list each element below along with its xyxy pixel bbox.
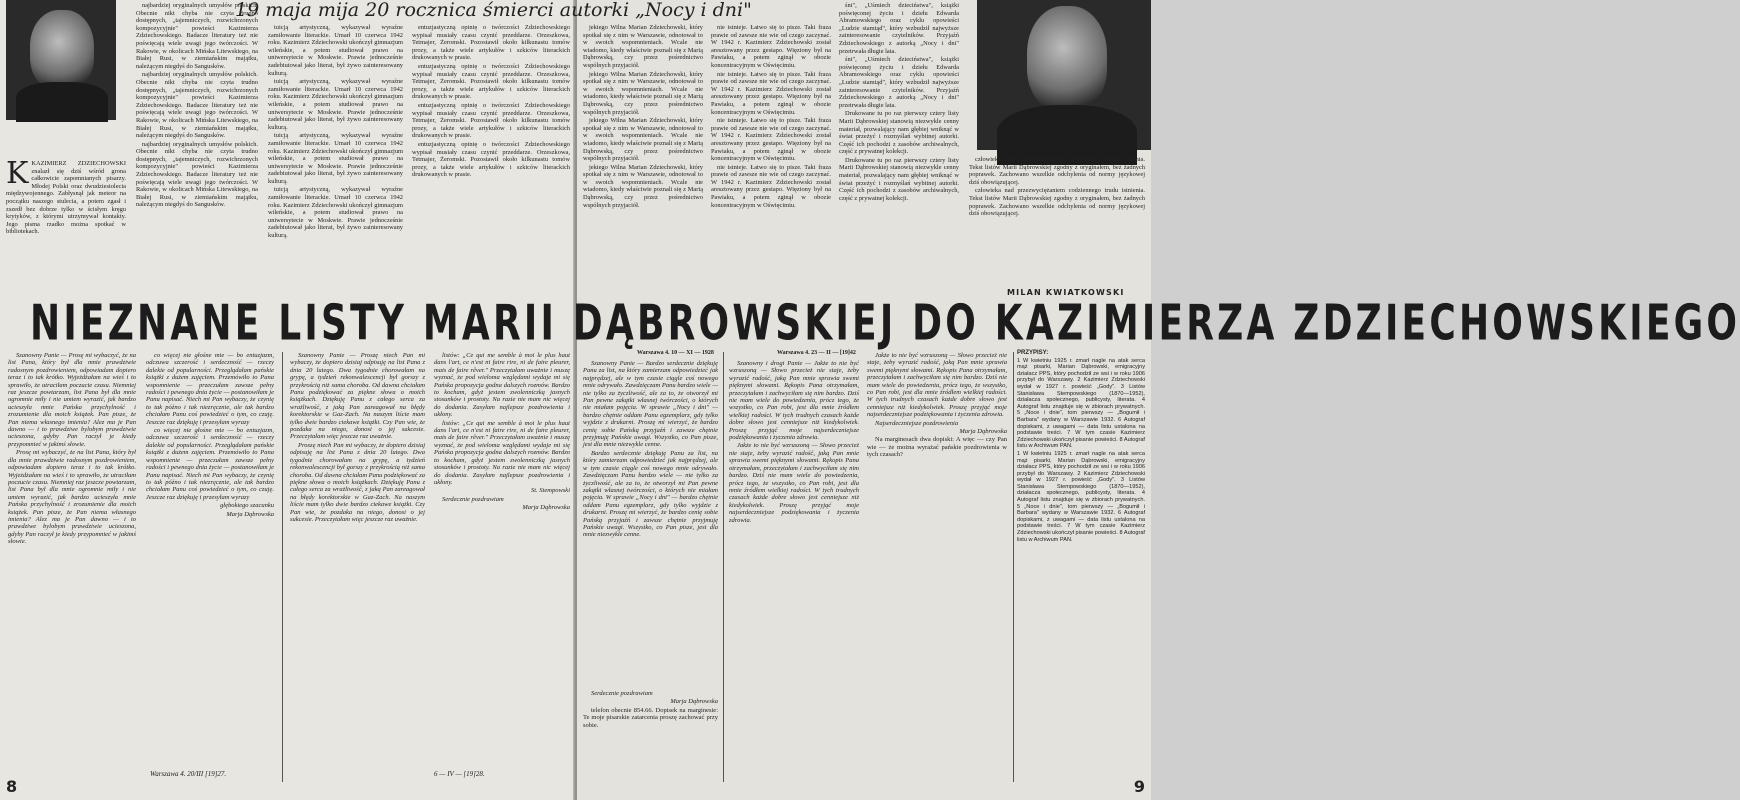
letter-3-signature: Marja Dąbrowska [670, 698, 718, 706]
intro-column-6: nie istnieje. Łatwo się to pisze. Taki fraza prawie od zawsze nie wie od czego zaczynać. W 1942 r. Kazimierz Zdziechowski został aresztowany przez gestapo. Więziony był na Pawiaku, a potem zginął w obozie koncentracyjnym w Oświęcimiu. nie istnieje. Łatwo się to pisze. Taki fraza prawie od zawsze nie wie od czego zaczynać. W 1942 r. Kazimierz Zdziechowski został aresztowany przez gestapo. Więziony był na Pawiaku, a potem zginął w obozie koncentracyjnym w Oświęcimiu. nie istnieje. Łatwo się to pisze. Taki fraza prawie od zawsze nie wie od czego zaczynać. W 1942 r. Kazimierz Zdziechowski został aresztowany przez gestapo. Więziony był na Pawiaku, a potem zginął w obozie koncentracyjnym w Oświęcimiu. nie istnieje. Łatwo się to pisze. Taki fraza prawie od zawsze nie wie od czego zaczynać. W 1942 r. Kazimierz Zdziechowski został aresztowany przez gestapo. Więziony był na Pawiaku, a potem zginął w obozie koncentracyjnym w Oświęcimiu. [711, 24, 831, 209]
intro-column-1: KKAZIMIERZ ZDZIECHOWSKI znalazł się dziś wśród grona całkowicie zapomnianych pisarzy. Młodej Polski oraz dwudziestolecia międzywojennego. Zabłysnął jak meteor na początku naszego stulecia, a potem zgasł i zszedł bez dobrze tylko w ścisłym kręgu krytyków, z którymi utrzymywał kontakty. Jego pisma rzadko można spotkać w bibliotekach. [6, 156, 126, 236]
intro-column-2: najbardziej oryginalnych umysłów polskich. Obecnie nikt chyba nie czyta trudno dostępnych, „tajemniczych, rozwichrzonych kompozycyjnie" powieści Kazimierza Zdziechowskiego. Badacze literatury też nie poświęcają wiele uwagi jego twórczości. W Rakowie, w okolicach Mińska Litewskiego, na Białej Rusi, w ziemiańskim majątku, należącym niegdyś do Sangusków. najbardziej oryginalnych umysłów polskich. Obecnie nikt chyba nie czyta trudno dostępnych, „tajemniczych, rozwichrzonych kompozycyjnie" powieści Kazimierza Zdziechowskiego. Badacze literatury też nie poświęcają wiele uwagi jego twórczości. W Rakowie, w okolicach Mińska Litewskiego, na Białej Rusi, w ziemiańskim majątku, należącym niegdyś do Sangusków. najbardziej oryginalnych umysłów polskich. Obecnie nikt chyba nie czyta trudno dostępnych, „tajemniczych, rozwichrzonych kompozycyjnie" powieści Kazimierza Zdziechowskiego. Badacze literatury też nie poświęcają wiele uwagi jego twórczości. W Rakowie, w okolicach Mińska Litewskiego, na Białej Rusi, w ziemiańskim majątku, należącym niegdyś do Sangusków. [136, 2, 258, 209]
footnotes: PRZYPISY: 1 W kwietniu 1925 r. zmarł nagle na atak serca mąż pisarki, Marian Dąbrowski, emigracyjny działacz PPS, który pochodził ze wsi i w roku 1906 przybył do Warszawy. 2 Kazimierz Zdziechowski wydał w 1927 r. powieść „Gody". 3 Listów Stanisława Stempowskiego (1870—1952), działacza społecznego, publicysty, literata. 4 Autograf listu znajduje się w zbiorach prywatnych. 5 „Noce i dnie", tom pierwszy — „Bogumił i Barbara" wydany w Warszawie 1932. 6 Autograf dopiskami, z uwagami — data listu ustalona na podstawie treści. 7 W tym czasie Kazimierz Zdziechowski ukończył pisanie powieści. 8 Autograf listu w Archiwum PAN. 1 W kwietniu 1925 r. zmarł nagle na atak serca mąż pisarki, Marian Dąbrowski, emigracyjny działacz PPS, który pochodził ze wsi i w roku 1906 przybył do Warszawy. 2 Kazimierz Zdziechowski wydał w 1927 r. powieść „Gody". 3 Listów Stanisława Stempowskiego (1870—1952), działacza społecznego, publicysty, literata. 4 Autograf listu znajduje się w zbiorach prywatnych. 5 „Noce i dnie", tom pierwszy — „Bogumił i Barbara" wydany w Warszawie 1932. 6 Autograf dopiskami, z uwagami — data listu ustalona na podstawie treści. 7 W tym czasie Kazimierz Zdziechowski ukończył pisanie powieści. 8 Autograf listu w Archiwum PAN. [1017, 350, 1145, 543]
article-headline: NIEZNANE LISTY MARII DĄBROWSKIEJ DO KAZIMIERZA ZDZIECHOWSKIEGO [30, 296, 1740, 352]
column-rule [282, 352, 283, 782]
column-rule [1013, 352, 1014, 782]
intro-column-3: tuicją artystyczną, wykazywał wyraźne zamiłowanie literackie. Umarł 10 czerwca 1942 roku. Kazimierz Zdziechowski ukończył gimnazjum wileńskie, a potem studiował prawo na uniwersytecie w Moskwie. Prawie jednocześnie zadebiutował jako literat, był żywo zainteresowany kulturą. tuicją artystyczną, wykazywał wyraźne zamiłowanie literackie. Umarł 10 czerwca 1942 roku. Kazimierz Zdziechowski ukończył gimnazjum wileńskie, a potem studiował prawo na uniwersytecie w Moskwie. Prawie jednocześnie zadebiutował jako literat, był żywo zainteresowany kulturą. tuicją artystyczną, wykazywał wyraźne zamiłowanie literackie. Umarł 10 czerwca 1942 roku. Kazimierz Zdziechowski ukończył gimnazjum wileńskie, a potem studiował prawo na uniwersytecie w Moskwie. Prawie jednocześnie zadebiutował jako literat, był żywo zainteresowany kulturą. tuicją artystyczną, wykazywał wyraźne zamiłowanie literackie. Umarł 10 czerwca 1942 roku. Kazimierz Zdziechowski ukończył gimnazjum wileńskie, a potem studiował prawo na uniwersytecie w Moskwie. Prawie jednocześnie zadebiutował jako literat, był żywo zainteresowany kulturą. [268, 24, 403, 240]
letter-2-date: 6 — IV — [19]28. [434, 770, 485, 778]
article-author: MILAN KWIATKOWSKI [1007, 288, 1125, 297]
letter-2-column-a: Szanowny Panie — Proszę niech Pan mi wybaczy, że dopiero dzisiaj odpisuję na list Pana z dnia 20 lutego. Dwa tygodnie chorowałam na grypę, a tydzień rekonwalescencji był gorszy z przykrością niż sama choroba. Od dawna chciałam Panu podziękować za piękne słowa o moich książkach. Dziękuję Panu z całego serca za wrażliwość, z jaką Pan zareagował na błędy korektorskie w Gaz-Zach. Na naszym liście mam tylko dwie bardzo ciekawe książki. Czy Pan wie, że pozdaka na niego, donosi o jej sukcesie. Przeczytałam więc jeszcze raz uważnie. Proszę niech Pan mi wybaczy, że dopiero dzisiaj odpisuję na list Pana z dnia 20 lutego. Dwa tygodnie chorowałam na grypę, a tydzień rekonwalescencji był gorszy z przykrością niż sama choroba. Od dawna chciałam Panu podziękować za piękne słowa o moich książkach. Dziękuję Panu z całego serca za wrażliwość, z jaką Pan zareagował na błędy korektorskie w Gaz-Zach. Na naszym liście mam tylko dwie bardzo ciekawe książki. Czy Pan wie, że pozdaka na niego, donosi o jej sukcesie. Przeczytałam więc jeszcze raz uważnie. [290, 352, 426, 523]
letter-2-column-b: listów: „Ce qui me semble à moi le plus haut dans l'art, ce n'est ni faire rire, ni de faire pleurer, mais de faire rêver." Przeczytałam uważnie i muszę wyznać, że pod wieloma względami wydaje mi się Pańska propozycja godna dalszych rozmów. Bardzo to kocham, gdyż jestem zwolenniczką jasnych stosunków i prostoty. Na razie nie mam nic więcej do dodania. Zasyłam najlepsze pozdrowienia i ukłony. listów: „Ce qui me semble à moi le plus haut dans l'art, ce n'est ni faire rire, ni de faire pleurer, mais de faire rêver." Przeczytałam uważnie i muszę wyznać, że pod wieloma względami wydaje mi się Pańska propozycja godna dalszych rozmów. Bardzo to kocham, gdyż jestem zwolenniczką jasnych stosunków i prostoty. Na razie nie mam nic więcej do dodania. Zasyłam najlepsze pozdrowienia i ukłony. St. Stempowski Serdecznie pozdrawiam Marja Dąbrowska [434, 352, 570, 512]
letter-1-date: Warszawa 4. 20/III [19]27. [150, 770, 227, 778]
letter-4-column-a: Szanowny i drogi Panie — Jakże to nie być wzruszoną — Słowo przecież nie staje, żeby wyrazić radość, jaką Pan mnie sprawia swemi pięknymi słowami. Rękopis Pana otrzymałam, przeczytałam i zachwyciłam się nim bardzo. Dziś nie mam wiele do powiedzenia, prócz tego, że wszystko, co Pan robi, jest dla mnie źródłem wielkiej radości. W tych trudnych czasach każde dobre słowo jest cenniejsze niż kiedykolwiek. Proszę przyjąć moje najserdeczniejsze podziękowania i życzenia zdrowia. Jakże to nie być wzruszoną — Słowo przecież nie staje, żeby wyrazić radość, jaką Pan mnie sprawia swemi pięknymi słowami. Rękopis Pana otrzymałam, przeczytałam i zachwyciłam się nim bardzo. Dziś nie mam wiele do powiedzenia, prócz tego, że wszystko, co Pan robi, jest dla mnie źródłem wielkiej radości. W tych trudnych czasach każde dobre słowo jest cenniejsze niż kiedykolwiek. Proszę przyjąć moje najserdeczniejsze podziękowania i życzenia zdrowia. [729, 360, 860, 524]
letter-2-extra-signature: St. Stempowski [531, 487, 570, 495]
drop-cap-letter: K [6, 156, 29, 191]
letter-4-dateline: Warszawa 4. 23 — II — [19]42 [777, 350, 856, 356]
letter-3-closing: Serdecznie pozdrawiam [591, 690, 653, 697]
letter-1-closing: głębokiego szacunku [220, 502, 274, 510]
intro-column-4: entuzjastyczną opinię o twórczości Zdziechowskiego wypisał musiały czasu czynić przeddarze. Orzeszkowa, Tetmajer, Żeromski. Pozostawił około kilkunastu tomów prozy, a także wiele artykułów i szkiców literackich drukowanych w prasie. entuzjastyczną opinię o twórczości Zdziechowskiego wypisał musiały czasu czynić przeddarze. Orzeszkowa, Tetmajer, Żeromski. Pozostawił około kilkunastu tomów prozy, a także wiele artykułów i szkiców literackich drukowanych w prasie. entuzjastyczną opinię o twórczości Zdziechowskiego wypisał musiały czasu czynić przeddarze. Orzeszkowa, Tetmajer, Żeromski. Pozostawił około kilkunastu tomów prozy, a także wiele artykułów i szkiców literackich drukowanych w prasie. entuzjastyczną opinię o twórczości Zdziechowskiego wypisał musiały czasu czynić przeddarze. Orzeszkowa, Tetmajer, Żeromski. Pozostawił około kilkunastu tomów prozy, a także wiele artykułów i szkiców literackich drukowanych w prasie. [412, 24, 570, 179]
column-rule [723, 352, 724, 782]
letter-4-closing: Najserdeczniejsze pozdrowienia [875, 419, 959, 427]
letter-3-postscript: telefon obecnie 854.66. Dopisek na marginesie: Te moje pisarskie zatarcenia proszę zachować przy sobie. [583, 706, 718, 729]
letter-2-signature: Marja Dąbrowska [522, 504, 570, 512]
portrait-photo-dabrowska [977, 0, 1151, 150]
letter-4-postscript: Na marginesach dwa dopiski: A więc — czy Pan wie — że można wyrażać pańskie pozdrowienia w tych czasach? [867, 436, 1007, 459]
intro-column-7: śni", „Uśmiech dzieciństwa", książki poświęconej życiu i dziełu Edwarda Abramowskiego oraz cyklu opowieści „Ludzie stamtąd", który wzbudził najwyższe zainteresowanie czytelników. Przyjaźń Zdziechowskiego z autorką „Nocy i dni" przetrwała długie lata. śni", „Uśmiech dzieciństwa", książki poświęconej życiu i dziełu Edwarda Abramowskiego oraz cyklu opowieści „Ludzie stamtąd", który wzbudził najwyższe zainteresowanie czytelników. Przyjaźń Zdziechowskiego z autorką „Nocy i dni" przetrwała długie lata. Drukowane tu po raz pierwszy cztery listy Marii Dąbrowskiej stanowią niezwykle cenny materiał, pozwalający nam głębiej wniknąć w świat przeżyć i rozmyślań wybitnej autorki. Część ich pochodzi z zasobów archiwalnych, część z prywatnej kolekcji. Drukowane tu po raz pierwszy cztery listy Marii Dąbrowskiej stanowią niezwykle cenny materiał, pozwalający nam głębiej wniknąć w świat przeżyć i rozmyślań wybitnej autorki. Część ich pochodzi z zasobów archiwalnych, część z prywatnej kolekcji. [839, 2, 959, 202]
page-number-left: 8 [6, 777, 18, 796]
letter-1-column-a: Szanowny Panie — Prosę mi wybaczyć, że na list Pana, który był dla mnie prawdziwie radosnym pozdrowieniem, odpowiadam dopiero teraz i to tak krótko. Wyjeżdżałam na wieś i to sprawiło, że utraciłam poczucie czasu. Niemniej raz jeszcze powtarzam, list Pana był dla mnie ogromnie miły i nie umiem wyrazić, jak bardzo ucieszyła mnie Pańska przychylność i zrozumienie dla moich książek. Pan pisze, że Pan niema własnego imienia? Alez ma je Pan dawno — i to prawdziwe bylobym prawdziwie ucieszona, gdyby Pan raczył je kiedy przypomnieć w jakimś słowie. Prosę mi wybaczyć, że na list Pana, który był dla mnie prawdziwie radosnym pozdrowieniem, odpowiadam dopiero teraz i to tak krótko. Wyjeżdżałam na wieś i to sprawiło, że utraciłam poczucie czasu. Niemniej raz jeszcze powtarzam, list Pana był dla mnie ogromnie miły i nie umiem wyrazić, jak bardzo ucieszyła mnie Pańska przychylność i zrozumienie dla moich książek. Pan pisze, że Pan niema własnego imienia? Alez ma je Pan dawno — i to prawdziwe bylobym prawdziwie ucieszona, gdyby Pan raczył je kiedy przypomnieć w jakimś słowie. [8, 352, 137, 546]
letter-2-closing: Serdecznie pozdrawiam [442, 495, 504, 503]
letter-3-column-a: Szanowny Panie — Bardzo serdecznie dziękuję Panu za list, na który zamierzam odpowiedzieć jak najprędzej, ale w tym czasie ciągle coś nowego mnie odrywało. Zawdzięczam Panu bardzo wiele — nie tylko za życzliwość, ale za to, że otworzył mi Pan pewne zakątki własnej twórczości, o których nie miałam pojęcia. W sprawie „Nocy i dni" — bardzo chętnie oddam Panu egzemplarz, gdy tylko wyjdzie z drukarni. Proszę mi wierzyć, że bardzo cenię sobie Pańską przyjaźń i zawsze chętnie przyjmuję Pańskie uwagi. Wszystko, co Pan pisze, jest dla mnie niezwykle cenne. Bardzo serdecznie dziękuję Panu za list, na który zamierzam odpowiedzieć jak najprędzej, ale w tym czasie ciągle coś nowego mnie odrywało. Zawdzięczam Panu bardzo wiele — nie tylko za życzliwość, ale za to, że otworzył mi Pan pewne zakątki własnej twórczości, o których nie miałam pojęcia. W sprawie „Nocy i dni" — bardzo chętnie oddam Panu egzemplarz, gdy tylko wyjdzie z drukarni. Proszę mi wierzyć, że bardzo cenię sobie Pańską przyjaźń i zawsze chętnie przyjmuję Pańskie uwagi. Wszystko, co Pan pisze, jest dla mnie niezwykle cenne. [583, 360, 718, 539]
footnotes-title: PRZYPISY: [1017, 350, 1049, 356]
portrait-photo-zdziechowski [6, 0, 116, 120]
letter-1-column-b: co więcej nie głośne mie — bo entuzjazm, odczuwa szczerość i serdeczność — rzeczy dalekie od popularności. Przeglądałam pańskie książki z dużem zajęciem. Przemówiło to Pana wspomnienie — przeczułam zawsze pełny radości i pewnego dnia życie — postanowiłam je Panu napisać. Niech mi Pan wybaczy, że czynię to tak późno i tak niezręcznie, ale tak bardzo chciałam Panu coś powiedzieć o tym, co czuję. Jeszcze raz dziękuję i przesyłam wyrazy co więcej nie głośne mie — bo entuzjazm, odczuwa szczerość i serdeczność — rzeczy dalekie od popularności. Przeglądałam pańskie książki z dużem zajęciem. Przemówiło to Pana wspomnienie — przeczułam zawsze pełny radości i pewnego dnia życie — postanowiłam je Panu napisać. Niech mi Pan wybaczy, że czynię to tak późno i tak niezręcznie, ale tak bardzo chciałam Panu coś powiedzieć o tym, co czuję. Jeszcze raz dziękuję i przesyłam wyrazy głębokiego szacunku Marja Dąbrowska [146, 352, 274, 518]
letter-3-dateline: Warszawa 4. 10 — XI — 1928 [637, 350, 714, 356]
page-number-right: 9 [1133, 777, 1145, 796]
letter-1-signature: Marja Dąbrowska [226, 510, 274, 518]
letter-3-closing-block [583, 690, 718, 790]
left-page [0, 0, 575, 800]
letter-4-signature: Marja Dąbrowska [959, 428, 1007, 436]
running-title: 19 maja mija 20 rocznica śmierci autorki „Nocy i dni" [235, 0, 752, 21]
letter-4-column-b: Jakże to nie być wzruszoną — Słowo przecież nie staje, żeby wyrazić radość, jaką Pan mnie sprawia swemi pięknymi słowami. Rękopis Pana otrzymałam, przeczytałam i zachwyciłam się nim bardzo. Dziś nie mam wiele do powiedzenia, prócz tego, że wszystko, co Pan robi, jest dla mnie źródłem wielkiej radości. W tych trudnych czasach każde dobre słowo jest cenniejsze niż kiedykolwiek. Proszę przyjąć moje najserdeczniejsze podziękowania i życzenia zdrowia. Najserdeczniejsze pozdrowienia Marja Dąbrowska Na marginesach dwa dopiski: A więc — czy Pan wie — że można wyrażać pańskie pozdrowienia w tych czasach? [867, 352, 1007, 459]
right-page [577, 0, 1151, 800]
intro-column-5: jekiego Wilna Marian Zdziechowski, który spotkał się z nim w Warszawie, odnotował to w swoich wspomnieniach. Wcale nie wiadomo, kiedy właściwie poznali się z Marią Dąbrowską, czy przez pośrednictwo wspólnych przyjaciół. jekiego Wilna Marian Zdziechowski, który spotkał się z nim w Warszawie, odnotował to w swoich wspomnieniach. Wcale nie wiadomo, kiedy właściwie poznali się z Marią Dąbrowską, czy przez pośrednictwo wspólnych przyjaciół. jekiego Wilna Marian Zdziechowski, który spotkał się z nim w Warszawie, odnotował to w swoich wspomnieniach. Wcale nie wiadomo, kiedy właściwie poznali się z Marią Dąbrowską, czy przez pośrednictwo wspólnych przyjaciół. jekiego Wilna Marian Zdziechowski, który spotkał się z nim w Warszawie, odnotował to w swoich wspomnieniach. Wcale nie wiadomo, kiedy właściwie poznali się z Marią Dąbrowską, czy przez pośrednictwo wspólnych przyjaciół. [583, 24, 703, 209]
intro-column-9: człowieka nad przezwyciężaniem codziennego trudu istnienia. Tekst listów Marii Dąbrowskiej zgodny z oryginałem, bez żadnych poprawek. Zachowano wszelkie odchylenia od normy językowej dziś obowiązującej. człowieka nad przezwyciężaniem codziennego trudu istnienia. Tekst listów Marii Dąbrowskiej zgodny z oryginałem, bez żadnych poprawek. Zachowano wszelkie odchylenia od normy językowej dziś obowiązującej. [969, 156, 1145, 218]
